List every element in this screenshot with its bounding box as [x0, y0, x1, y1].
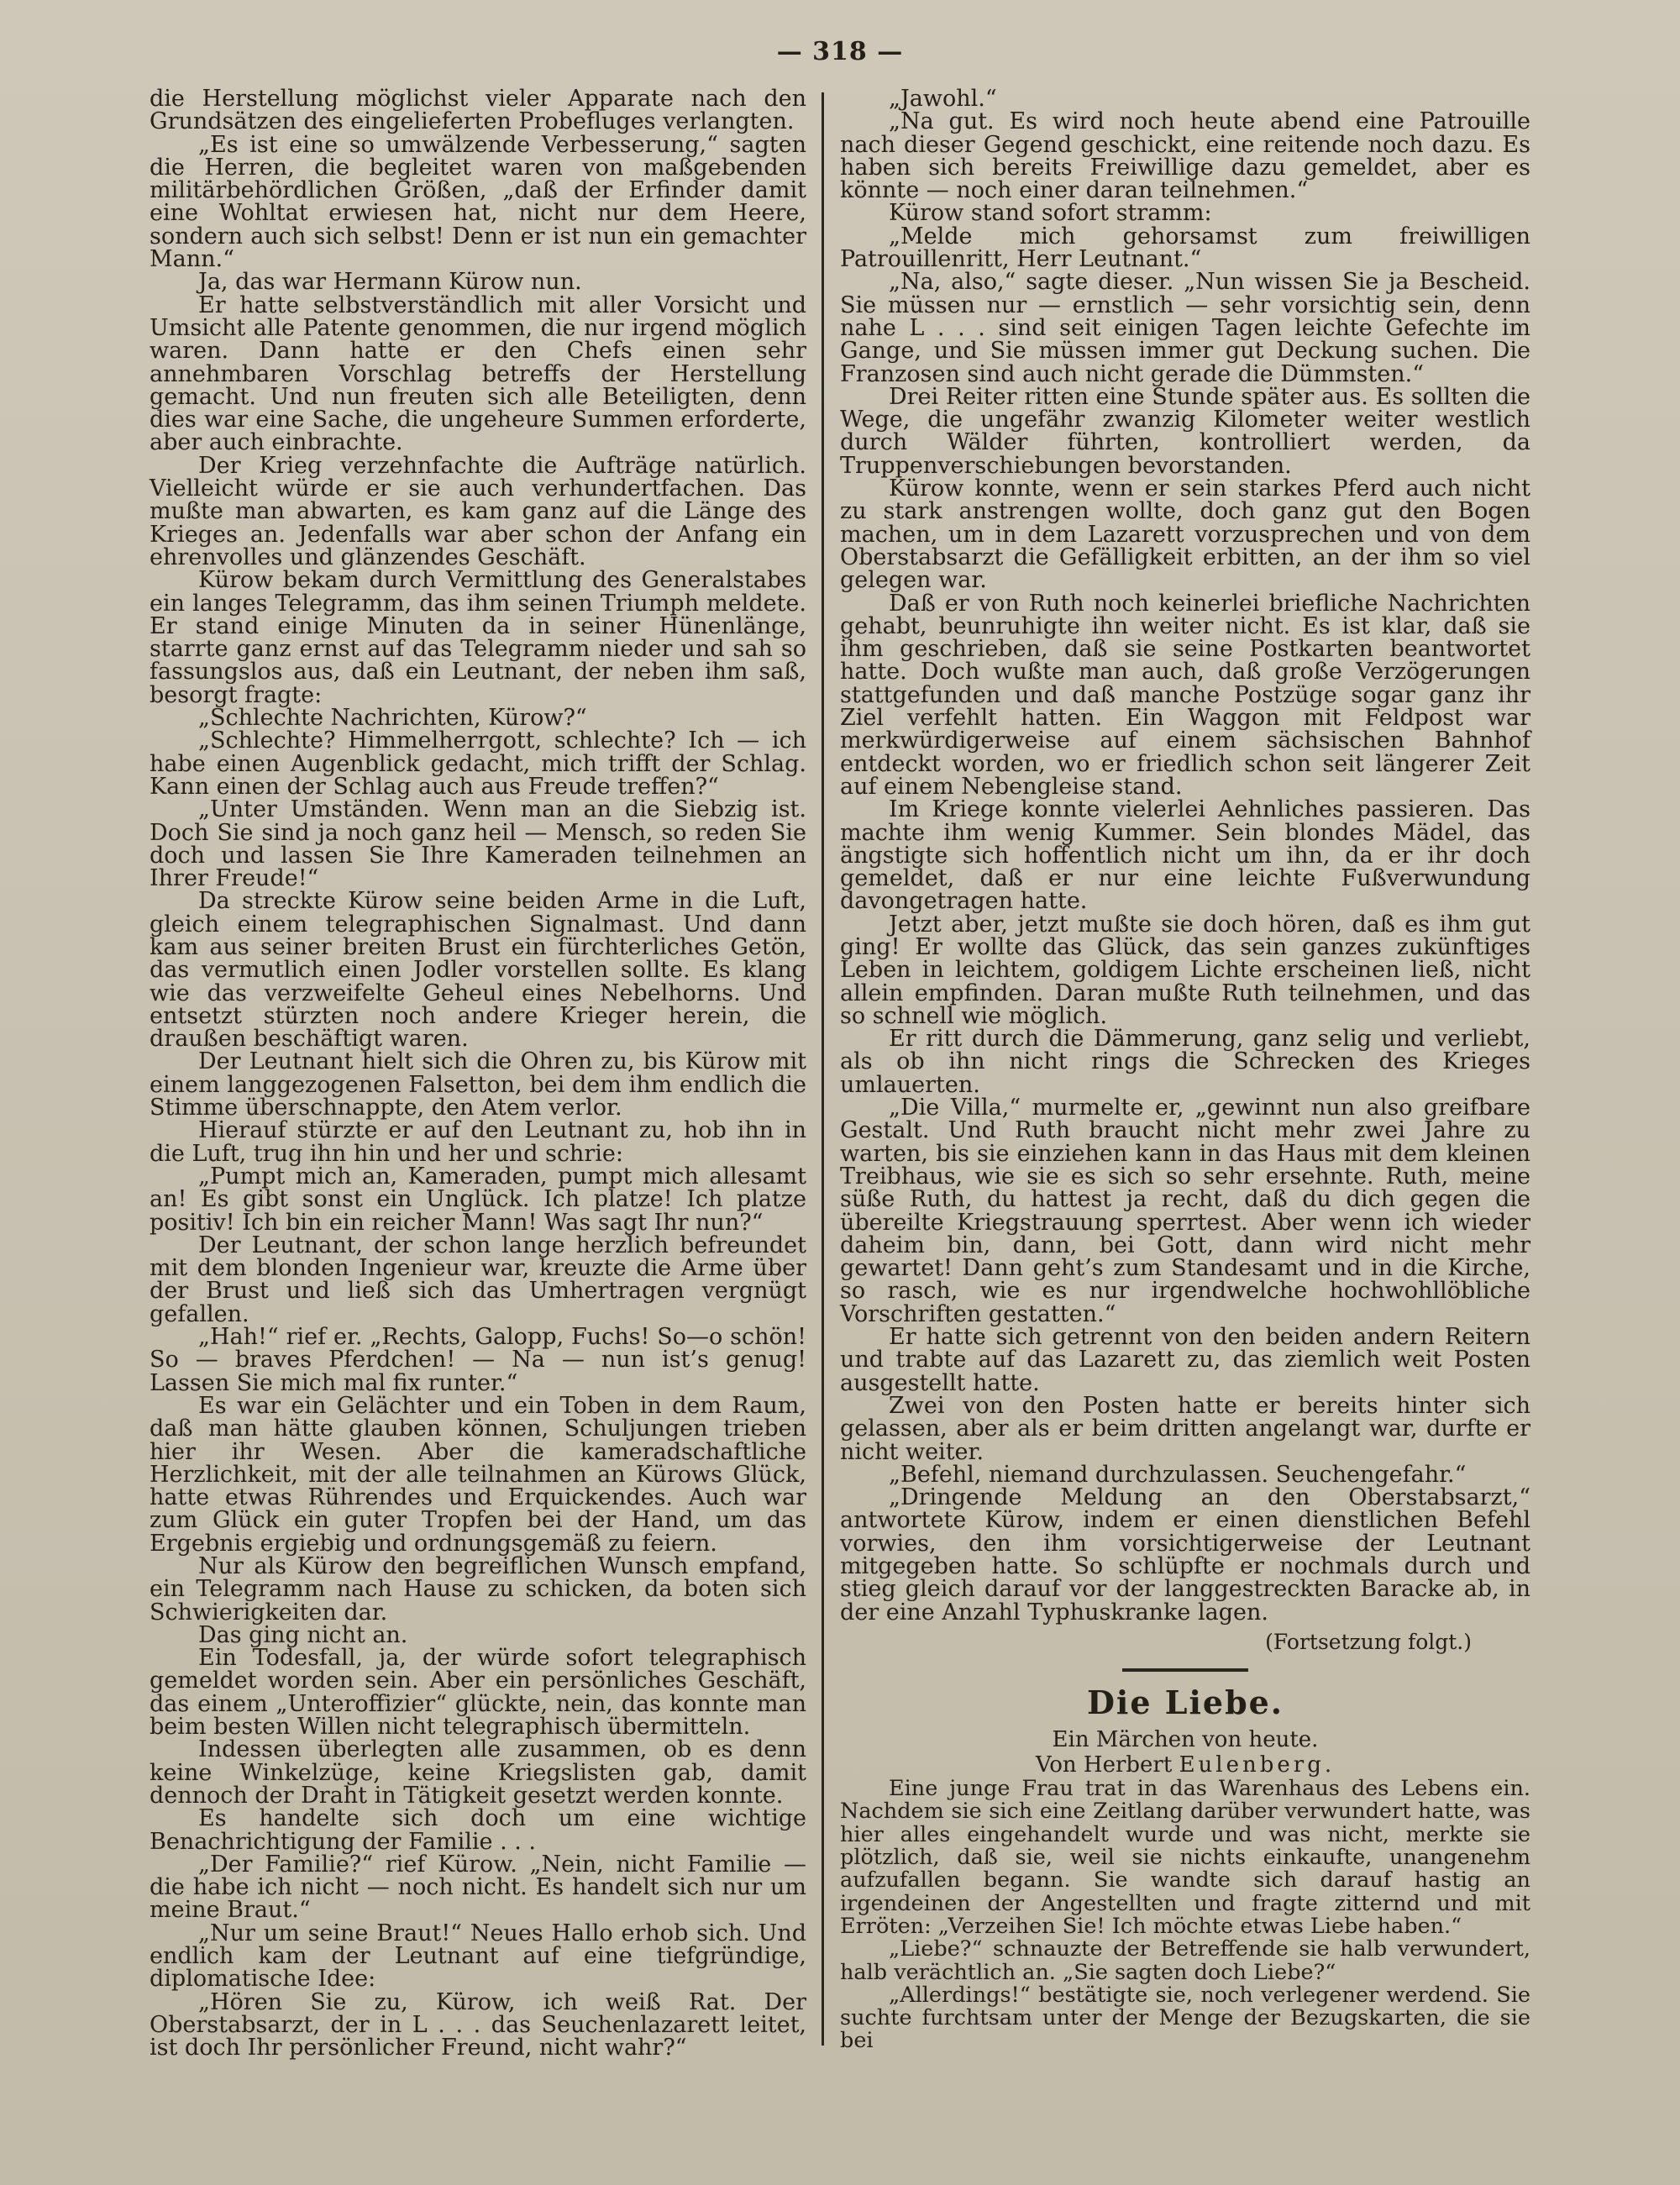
paragraph: Er hatte selbstverständlich mit aller Vorsicht und Umsicht alle Patente genommen, die nur irgend möglich waren. Dann hatte er den Chefs einen sehr annehmbaren Vorschlag betreffs der Herstellung gemacht. Und nun freuten sich alle Beteiligten, denn dies war eine Sache, die ungeheure Summen erforderte, aber auch einbrachte.: [150, 292, 806, 456]
paragraph: Der Leutnant, der schon lange herzlich befreundet mit dem blonden Ingenieur war, kreuzte die Arme über der Brust und ließ sich das Umhertragen vergnügt gefallen.: [150, 1232, 806, 1327]
paragraph: Das ging nicht an.: [198, 1621, 408, 1648]
paragraph: Jetzt aber, jetzt mußte sie doch hören, daß es ihm gut ging! Er wollte das Glück, das sein ganzes zukünftiges Leben in leichtem, goldigem Lichte erscheinen ließ, nicht allein empfinden. Daran mußte Ruth teilnehmen, und das so schnell wie möglich.: [840, 911, 1530, 1029]
paragraph: Nur als Kürow den begreiflichen Wunsch empfand, ein Telegramm nach Hause zu schicken, da boten sich Schwierigkeiten dar.: [150, 1553, 806, 1626]
page-number: — 318 —: [776, 37, 904, 66]
paragraph: „Dringende Meldung an den Oberstabsarzt,“ antwortete Kürow, indem er einen dienstlichen Befehl vorwies, den ihm vorsichtigerweise der Leutnant mitgegeben hatte. So schlüpfte er nochmals durch und stieg gleich darauf vor der langgestreckten Baracke ab, in der eine Anzahl Typhuskranke lagen.: [840, 1484, 1530, 1626]
paragraph: „Na, also,“ sagte dieser. „Nun wissen Sie ja Bescheid. Sie müssen nur — ernstlich — sehr vorsichtig sein, denn nahe L . . . sind seit einigen Tagen leichte Gefechte im Gange, und Sie müssen immer gut Deckung suchen. Die Franzosen sind auch nicht gerade die Dümmsten.“: [840, 269, 1530, 387]
paragraph: „Befehl, niemand durchzulassen. Seuchengefahr.“: [889, 1461, 1467, 1488]
paragraph: Zwei von den Posten hatte er bereits hinter sich gelassen, aber als er beim dritten angelangt war, durfte er nicht weiter.: [840, 1392, 1530, 1465]
story-subtitle: Ein Märchen von heute.: [1052, 1727, 1319, 1753]
paragraph: Er ritt durch die Dämmerung, ganz selig und verliebt, als ob ihn nicht rings die Schrecken des Krieges umlauerten.: [840, 1026, 1530, 1098]
right-column-paragraphs: [840, 87, 1530, 1624]
story-title: Die Liebe.: [1086, 1683, 1284, 1722]
paragraph: Da streckte Kürow seine beiden Arme in die Luft, gleich einem telegraphischen Signalmast. Und dann kam aus seiner breiten Brust ein fürchterliches Getön, das vermutlich einen Jodler vorstellen sollte. Es klang wie das verzweifelte Geheul eines Nebelhorns. Und entsetzt stürzten noch andere Krieger herein, die draußen beschäftigt waren.: [150, 888, 806, 1053]
paragraph: Es handelte sich doch um eine wichtige Benachrichtigung der Familie . . .: [150, 1805, 806, 1855]
paragraph: Der Leutnant hielt sich die Ohren zu, bis Kürow mit einem langgezogenen Falsetton, bei dem ihm endlich die Stimme überschnappte, den Atem verlor.: [150, 1048, 806, 1121]
left-column: [150, 87, 806, 2060]
paragraph: Drei Reiter ritten eine Stunde später aus. Es sollten die Wege, die ungefähr zwanzig Kilometer weiter westlich durch Wälder führten, kontrolliert werden, da Truppenverschiebungen bevorstanden.: [840, 383, 1530, 479]
paragraph: „Jawohl.“: [889, 86, 997, 112]
section-rule: [1122, 1668, 1248, 1672]
paragraph: „Schlechte? Himmelherrgott, schlechte? Ich — ich habe einen Augenblick gedacht, mich trifft der Schlag. Kann einen der Schlag auch aus Freude treffen?“: [150, 727, 806, 800]
paragraph: Eine junge Frau trat in das Warenhaus des Lebens ein. Nachdem sie sich eine Zeitlang darüber verwundert hatte, was hier alles eingehandelt wurde und was nicht, merkte sie plötzlich, daß sie, weil sie nichts einkaufte, unangenehm aufzufallen begann. Sie wandte sich darauf hastig an irgendeinen der Angestellten und fragte zitternd und mit Erröten: „Verzeihen Sie! Ich möchte etwas Liebe haben.“: [840, 1776, 1530, 1939]
paragraph: Kürow stand sofort stramm:: [889, 200, 1212, 227]
paragraph: die Herstellung möglichst vieler Apparate nach den Grundsätzen des eingelieferten Probefluges verlangten.: [150, 86, 806, 135]
right-column: [840, 87, 1530, 2053]
paragraph: „Na gut. Es wird noch heute abend eine Patrouille nach dieser Gegend geschickt, eine reitende noch dazu. Es haben sich bereits Freiwillige dazu gemeldet, aber es könnte — noch einer daran teilnehmen.“: [840, 108, 1530, 204]
paragraph: „Hören Sie zu, Kürow, ich weiß Rat. Der Oberstabsarzt, der in L . . . das Seuchenlazarett leitet, ist doch Ihr persönlicher Freund, nicht wahr?“: [150, 1988, 806, 2062]
story-author: [840, 1752, 1530, 1778]
author-prefix: Von Herbert: [1035, 1752, 1173, 1778]
paragraph: „Allerdings!“ bestätigte sie, noch verlegener werdend. Sie suchte furchtsam unter der Menge der Bezugskarten, die sie bei: [840, 1982, 1530, 2054]
continuation-note: (Fortsetzung folgt.): [1265, 1629, 1472, 1654]
paragraph: Im Kriege konnte vielerlei Aehnliches passieren. Das machte ihm wenig Kummer. Sein blondes Mädel, das ängstigte sich hoffentlich nicht um ihn, da er ihr doch gemeldet, daß er nur eine leichte Fußverwundung davongetragen hatte.: [840, 796, 1530, 915]
paragraph: „Es ist eine so umwälzende Verbesserung,“ sagten die Herren, die begleitet waren von maßgebenden militärbehördlichen Größen, „daß der Erfinder damit eine Wohltat erwiesen hat, nicht nur dem Heere, sondern auch sich selbst! Denn er ist nun ein gemachter Mann.“: [150, 131, 806, 273]
paragraph: Kürow bekam durch Vermittlung des Generalstabes ein langes Telegramm, das ihm seinen Triumph meldete. Er stand einige Minuten da in seiner Hünenlänge, starrte ganz ernst auf das Telegramm nieder und sah so fassungslos aus, daß ein Leutnant, der neben ihm saß, besorgt fragte:: [150, 567, 806, 708]
author-surname: Eulenberg.: [1179, 1752, 1336, 1778]
column-divider: [822, 92, 824, 2046]
paragraph: „Melde mich gehorsamst zum freiwilligen Patrouillenritt, Herr Leutnant.“: [840, 223, 1530, 273]
paragraph: Hierauf stürzte er auf den Leutnant zu, hob ihn in die Luft, trug ihn hin und her und schrie:: [150, 1117, 806, 1167]
paragraph: Daß er von Ruth noch keinerlei briefliche Nachrichten gehabt, beunruhigte ihn weiter nicht. Es ist klar, daß sie ihm geschrieben, daß sie seine Postkarten beantwortet hatte. Doch wußte man auch, daß große Verzögerungen stattgefunden und daß manche Postzüge sogar ganz ihr Ziel verfehlt hatten. Ein Waggon mit Feldpost war merkwürdigerweise auf einem sächsischen Bahnhof entdeckt worden, wo er friedlich schon seit längerer Zeit auf einem Nebengleise stand.: [840, 590, 1530, 800]
paragraph: „Der Familie?“ rief Kürow. „Nein, nicht Familie — die habe ich nicht — noch nicht. Es handelt sich nur um meine Braut.“: [150, 1851, 806, 1924]
paragraph: Er hatte sich getrennt von den beiden andern Reitern und trabte auf das Lazarett zu, das ziemlich weit Posten ausgestellt hatte.: [840, 1324, 1530, 1396]
paragraph: „Unter Umständen. Wenn man an die Siebzig ist. Doch Sie sind ja noch ganz heil — Mensch, so reden Sie doch und lassen Sie Ihre Kameraden teilnehmen an Ihrer Freude!“: [150, 796, 806, 892]
paragraph: Kürow konnte, wenn er sein starkes Pferd auch nicht zu stark anstrengen wollte, doch ganz gut den Bogen machen, um in dem Lazarett vorzusprechen und von dem Oberstabsarzt die Gefälligkeit erbitten, an der ihm so viel gelegen war.: [840, 475, 1530, 594]
paragraph: „Pumpt mich an, Kameraden, pumpt mich allesamt an! Es gibt sonst ein Unglück. Ich platze! Ich platze positiv! Ich bin ein reicher Mann! Was sagt Ihr nun?“: [150, 1163, 806, 1236]
paragraph: Der Krieg verzehnfachte die Aufträge natürlich. Vielleicht würde er sie auch verhundertfachen. Das mußte man abwarten, es kam ganz auf die Länge des Krieges an. Jedenfalls war aber schon der Anfang ein ehrenvolles und glänzendes Geschäft.: [150, 452, 806, 570]
paragraph: Ein Todesfall, ja, der würde sofort telegraphisch gemeldet worden sein. Aber ein persönliches Geschäft, das einem „Unteroffizier“ glückte, nein, das konnte man beim besten Willen nicht telegraphisch übermitteln.: [150, 1645, 806, 1741]
paragraph: „Hah!“ rief er. „Rechts, Galopp, Fuchs! So—o schön! So — braves Pferdchen! — Na — nun ist’s genug! Lassen Sie mich mal fix runter.“: [150, 1324, 806, 1396]
paragraph: „Die Villa,“ murmelte er, „gewinnt nun also greifbare Gestalt. Und Ruth braucht nicht mehr zwei Jahre zu warten, bis sie einziehen kann in das Haus mit dem kleinen Treibhaus, wie sie es sich so sehr ersehnte. Ruth, meine süße Ruth, du hattest ja recht, daß du dich gegen die übereilte Kriegstrauung sperrtest. Aber wenn ich wieder daheim bin, dann, bei Gott, dann wird nicht mehr gewartet! Dann geht’s zum Standesamt und in die Kirche, so rasch, wie es nur irgendwelche hochwohllöbliche Vorschriften gestatten.“: [840, 1095, 1530, 1327]
paragraph: Indessen überlegten alle zusammen, ob es denn keine Winkelzüge, keine Kriegslisten gab, damit dennoch der Draht in Tätigkeit gesetzt werden konnte.: [150, 1736, 806, 1809]
story-text: [840, 1778, 1530, 2053]
paragraph: „Liebe?“ schnauzte der Betreffende sie halb verwundert, halb verächtlich an. „Sie sagten doch Liebe?“: [840, 1936, 1530, 1985]
paragraph: „Schlechte Nachrichten, Kürow?“: [198, 705, 587, 732]
paragraph: Es war ein Gelächter und ein Toben in dem Raum, daß man hätte glauben können, Schuljungen trieben hier ihr Wesen. Aber die kameradschaftliche Herzlichkeit, mit der alle teilnahmen an Kürows Glück, hatte etwas Rührendes und Erquickendes. Auch war zum Glück ein guter Tropfen bei der Hand, um das Ergebnis ergiebig und ordnungsgemäß zu feiern.: [150, 1392, 806, 1557]
paragraph: „Nur um seine Braut!“ Neues Hallo erhob sich. Und endlich kam der Leutnant auf eine tiefgründige, diplomatische Idee:: [150, 1920, 806, 1993]
paragraph: Ja, das war Hermann Kürow nun.: [198, 269, 582, 296]
